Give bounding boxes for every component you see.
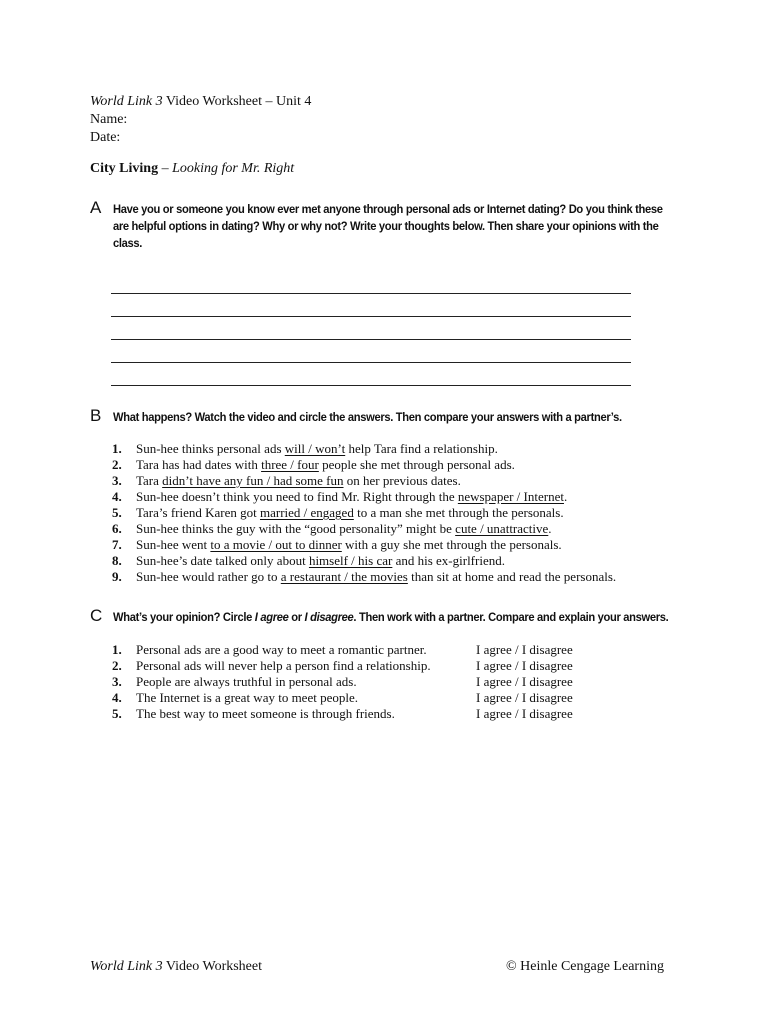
agree-disagree-choice[interactable]: I agree / I disagree bbox=[476, 706, 573, 721]
section-c-instruction-post: . Then work with a partner. Compare and explain your answers. bbox=[353, 610, 669, 624]
footer-title bbox=[90, 959, 262, 975]
question-number: 2. bbox=[112, 457, 122, 472]
question-row bbox=[112, 473, 672, 489]
statement-row bbox=[112, 674, 672, 690]
question-text bbox=[136, 473, 461, 489]
answer-choice[interactable]: to a movie / out to dinner bbox=[210, 537, 342, 552]
answer-choice[interactable]: a restaurant / the movies bbox=[280, 569, 408, 584]
question-text-post: . bbox=[563, 489, 568, 504]
section-b-letter: B bbox=[90, 406, 102, 425]
answer-choice[interactable]: cute / unattractive bbox=[455, 521, 549, 536]
statement-number: 1. bbox=[112, 642, 122, 657]
question-text-pre: Sun-hee would rather go to bbox=[136, 569, 281, 584]
question-text-post: to a man she met through the personals. bbox=[353, 505, 564, 520]
question-number: 6. bbox=[112, 521, 122, 536]
statement-number: 3. bbox=[112, 674, 122, 689]
question-number: 4. bbox=[112, 489, 122, 504]
question-text-post: than sit at home and read the personals. bbox=[407, 569, 617, 584]
question-text-pre: Sun-hee went bbox=[136, 537, 211, 552]
question-row bbox=[112, 521, 672, 537]
section-c-instruction bbox=[113, 609, 668, 626]
question-number: 1. bbox=[112, 441, 122, 456]
statement-row bbox=[112, 658, 672, 674]
question-row bbox=[112, 457, 672, 473]
section-c-agree: I agree bbox=[254, 610, 289, 624]
footer-copyright: © Heinle Cengage Learning bbox=[506, 959, 664, 974]
section-a-instruction bbox=[113, 201, 671, 252]
answer-choice[interactable]: married / engaged bbox=[259, 505, 354, 520]
question-text-pre: Tara has had dates with bbox=[136, 457, 262, 472]
section-b-questions bbox=[112, 441, 672, 585]
question-row bbox=[112, 537, 672, 553]
question-number: 8. bbox=[112, 553, 122, 568]
agree-disagree-choice[interactable]: I agree / I disagree bbox=[476, 642, 573, 657]
question-row bbox=[112, 553, 672, 569]
statement-text: The best way to meet someone is through friends. bbox=[136, 706, 395, 721]
question-row bbox=[112, 569, 672, 585]
statement-number: 5. bbox=[112, 706, 122, 721]
section-c-instruction-or: or bbox=[288, 610, 305, 624]
question-text-post: help Tara find a relationship. bbox=[345, 441, 498, 456]
question-row bbox=[112, 441, 672, 457]
section-a-instruction-line: Have you or someone you know ever met anyone through personal ads or Internet dating? Do you think these bbox=[113, 202, 663, 216]
answer-line[interactable] bbox=[111, 340, 631, 363]
section-a-instruction-line: class. bbox=[113, 236, 143, 250]
section-c-instruction-pre: What’s your opinion? Circle bbox=[113, 610, 255, 624]
worksheet-title bbox=[90, 93, 311, 111]
question-text bbox=[136, 569, 616, 585]
answer-line[interactable] bbox=[111, 271, 631, 294]
question-text-pre: Tara’s friend Karen got bbox=[136, 505, 260, 520]
question-text-post: on her previous dates. bbox=[343, 473, 461, 488]
course-title: World Link 3 bbox=[90, 94, 163, 109]
question-text bbox=[136, 521, 552, 537]
question-text-post: . bbox=[548, 521, 552, 536]
section-a-letter: A bbox=[90, 198, 102, 217]
agree-disagree-choice[interactable]: I agree / I disagree bbox=[476, 658, 573, 673]
question-number: 7. bbox=[112, 537, 122, 552]
section-c-letter: C bbox=[90, 606, 103, 625]
statement-text: The Internet is a great way to meet people. bbox=[136, 690, 358, 705]
lesson-title-dash: – bbox=[158, 161, 173, 176]
question-text bbox=[136, 441, 498, 457]
question-number: 9. bbox=[112, 569, 122, 584]
question-text-post: with a guy she met through the personals. bbox=[341, 537, 562, 552]
answer-lines bbox=[111, 271, 631, 386]
question-text-pre: Sun-hee thinks the guy with the “good personality” might be bbox=[136, 521, 456, 536]
statement-number: 2. bbox=[112, 658, 122, 673]
question-row bbox=[112, 505, 672, 521]
question-number: 3. bbox=[112, 473, 122, 488]
question-text-pre: Sun-hee thinks personal ads bbox=[136, 441, 285, 456]
question-text-pre: Sun-hee’s date talked only about bbox=[136, 553, 309, 568]
lesson-title-italic: Looking for Mr. Right bbox=[172, 161, 295, 176]
statement-text: Personal ads will never help a person find a relationship. bbox=[136, 658, 431, 673]
answer-choice[interactable]: didn’t have any fun / had some fun bbox=[162, 473, 344, 488]
question-text bbox=[136, 505, 564, 521]
lesson-title bbox=[90, 161, 294, 177]
question-text-pre: Sun-hee doesn’t think you need to find Mr. Right through the bbox=[136, 489, 458, 504]
question-text-post: people she met through personal ads. bbox=[318, 457, 515, 472]
answer-choice[interactable]: himself / his car bbox=[308, 553, 393, 568]
question-row bbox=[112, 489, 672, 505]
question-text bbox=[136, 553, 505, 569]
footer-course-title: World Link 3 bbox=[90, 959, 163, 974]
question-number: 5. bbox=[112, 505, 122, 520]
question-text-post: and his ex-girlfriend. bbox=[392, 553, 505, 568]
question-text-pre: Tara bbox=[136, 473, 163, 488]
answer-choice[interactable]: three / four bbox=[261, 457, 319, 472]
answer-choice[interactable]: will / won’t bbox=[284, 441, 346, 456]
footer-subtitle: Video Worksheet bbox=[162, 959, 262, 974]
answer-line[interactable] bbox=[111, 363, 631, 386]
question-text bbox=[136, 457, 515, 473]
statement-text: People are always truthful in personal ads. bbox=[136, 674, 357, 689]
section-b-instruction: What happens? Watch the video and circle the answers. Then compare your answers with a partner’s. bbox=[113, 410, 622, 424]
agree-disagree-choice[interactable]: I agree / I disagree bbox=[476, 674, 573, 689]
statement-number: 4. bbox=[112, 690, 122, 705]
statement-row bbox=[112, 690, 672, 706]
answer-line[interactable] bbox=[111, 317, 631, 340]
section-c-statements bbox=[112, 642, 672, 722]
section-c-disagree: I disagree bbox=[304, 610, 354, 624]
question-text bbox=[136, 489, 567, 505]
answer-line[interactable] bbox=[111, 294, 631, 317]
section-a-instruction-line: are helpful options in dating? Why or why not? Write your thoughts below. Then share your opinions with the bbox=[113, 219, 659, 233]
agree-disagree-choice[interactable]: I agree / I disagree bbox=[476, 690, 573, 705]
statement-row bbox=[112, 642, 672, 658]
worksheet-subtitle: Video Worksheet – Unit 4 bbox=[162, 94, 312, 109]
statement-text: Personal ads are a good way to meet a romantic partner. bbox=[136, 642, 427, 657]
answer-choice[interactable]: newspaper / Internet bbox=[457, 489, 564, 504]
statement-row bbox=[112, 706, 672, 722]
question-text bbox=[136, 537, 562, 553]
name-label: Name: bbox=[90, 112, 128, 127]
date-label: Date: bbox=[90, 130, 121, 145]
lesson-title-bold: City Living bbox=[90, 161, 159, 176]
worksheet-header bbox=[90, 93, 311, 147]
